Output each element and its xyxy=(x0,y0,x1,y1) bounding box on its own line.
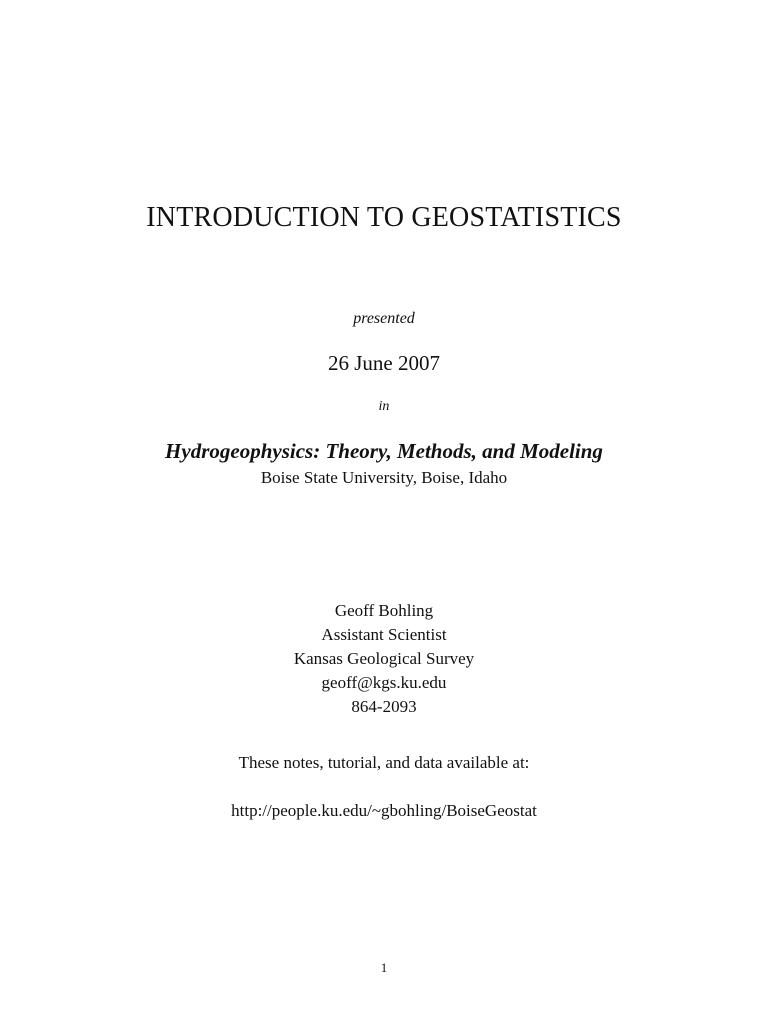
resource-url: http://people.ku.edu/~gbohling/BoiseGeostat xyxy=(231,801,537,820)
presentation-date: 26 June 2007 xyxy=(328,351,440,375)
author-position: Assistant Scientist xyxy=(321,625,447,644)
author-organization: Kansas Geological Survey xyxy=(293,649,475,668)
event-title: Hydrogeophysics: Theory, Methods, and Modeling xyxy=(165,439,603,463)
availability-note: These notes, tutorial, and data available at: xyxy=(238,753,530,772)
in-label: in xyxy=(378,399,390,414)
author-email: geoff@kgs.ku.edu xyxy=(321,673,447,692)
author-contact-block xyxy=(0,599,768,719)
author-phone: 864-2093 xyxy=(351,697,417,716)
event-location: Boise State University, Boise, Idaho xyxy=(260,468,508,487)
document-title: INTRODUCTION TO GEOSTATISTICS xyxy=(146,202,622,233)
presented-label: presented xyxy=(353,310,415,327)
page-number: 1 xyxy=(380,960,388,975)
author-name: Geoff Bohling xyxy=(334,601,434,620)
